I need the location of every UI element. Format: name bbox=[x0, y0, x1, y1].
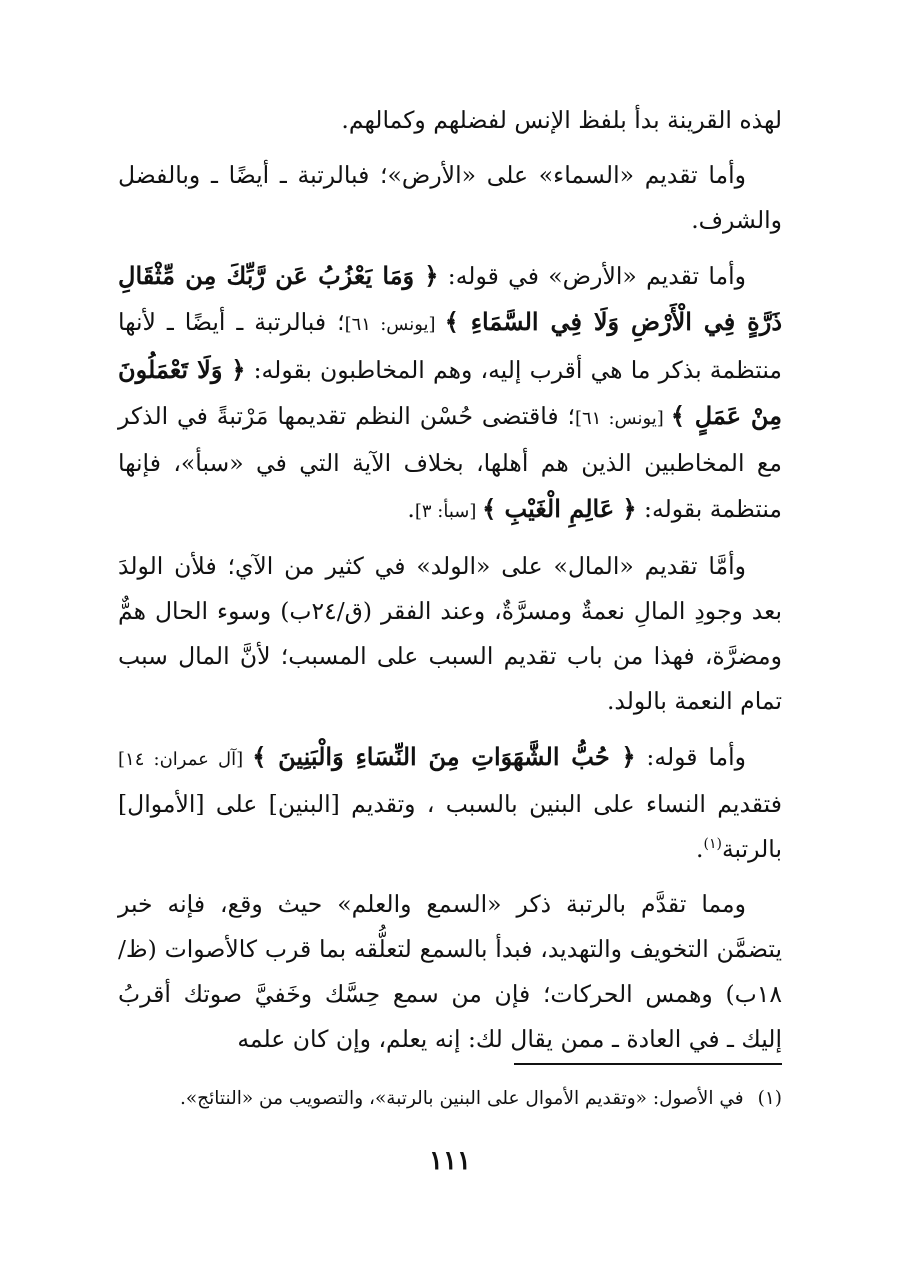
quran-verse: ﴿ حُبُّ الشَّهَوَاتِ مِنَ النِّسَاءِ وَالْبَنِينَ ﴾ bbox=[252, 742, 636, 771]
verse-reference: [يونس: ٦١] bbox=[574, 408, 671, 429]
verse-reference: [يونس: ٦١] bbox=[344, 314, 445, 335]
verse-reference: [آل عمران: ١٤] bbox=[118, 749, 253, 770]
footnote bbox=[118, 1084, 782, 1114]
quran-verse: ﴿ وَمَا يَعْزُبُ عَن رَّبِّكَ مِن مِّثْقَالِ ذَرَّةٍ فِي الْأَرْضِ وَلَا فِي السَّمَاءِ ﴾ bbox=[118, 261, 783, 336]
paragraph-text: وأما تقديم «السماء» على «الأرض»؛ فبالرتبة ـ أيضًا ـ وبالفضل والشرف. bbox=[118, 161, 782, 234]
footnote-marker[interactable]: (١) bbox=[703, 836, 722, 853]
footnote-divider bbox=[514, 1063, 782, 1065]
paragraph-text: وأمَّا تقديم «المال» على «الولد» في كثير من الآي؛ فلأن الولدَ بعد وجودِ المالِ نعمةٌ ومسرَّةٌ، وعند الفقر (ق/٢٤ب) وسوء الحال همٌّ ومضرَّة، فهذا من باب تقديم السبب على المسبب؛ لأنَّ المال سبب تمام النعمة بالولد. bbox=[118, 552, 782, 715]
paragraph-text: ؛ فاقتضى حُسْن النظم تقديمها مَرْتبةً في الذكر مع المخاطبين الذين هم أهلها، بخلاف الآية التي في «سبأ»، فإنها منتظمة بقوله: bbox=[118, 402, 782, 523]
footnote-text: في الأصول: «وتقديم الأموال على البنين بالرتبة»، والتصويب من «النتائج». bbox=[179, 1088, 744, 1109]
paragraph-text: وأما قوله: bbox=[635, 743, 746, 771]
paragraph-text: لهذه القرينة بدأ بلفظ الإنس لفضلهم وكمالهم. bbox=[341, 106, 782, 134]
paragraph bbox=[118, 734, 782, 872]
page-number: ١١١ bbox=[429, 1146, 471, 1176]
paragraph-text: وأما تقديم «الأرض» في قوله: bbox=[438, 262, 746, 290]
paragraph bbox=[118, 882, 782, 1062]
paragraph bbox=[118, 544, 782, 724]
footnote-number: (١) bbox=[757, 1088, 782, 1109]
paragraph-text: فتقديم النساء على البنين بالسبب ، وتقديم [البنين] على [الأموال] بالرتبة bbox=[118, 790, 782, 863]
paragraph bbox=[118, 98, 782, 143]
paragraph-text: ومما تقدَّم بالرتبة ذكر «السمع والعلم» حيث وقع، فإنه خبر يتضمَّن التخويف والتهديد، فبدأ بالسمع لتعلُّقه بما قرب كالأصوات (ظ/١٨ب) وهمس الحركات؛ فإن من سمع حِسَّك وخَفيَّ صوتك أقربُ إليك ـ في العادة ـ ممن يقال لك: إنه يعلم، وإن كان علمه bbox=[118, 890, 782, 1053]
main-text bbox=[118, 98, 782, 1062]
paragraph bbox=[118, 153, 782, 243]
quran-verse: ﴿ وَلَا تَعْمَلُونَ مِنْ عَمَلٍ ﴾ bbox=[118, 355, 782, 430]
paragraph-text: ؛ فبالرتبة ـ أيضًا ـ لأنها منتظمة بذكر ما هي أقرب إليه، وهم المخاطبون بقوله: bbox=[118, 308, 782, 384]
paragraph-text: . bbox=[407, 495, 415, 523]
quran-verse: ﴿ عَالِمِ الْغَيْبِ ﴾ bbox=[482, 494, 637, 523]
paragraph-text: . bbox=[695, 835, 704, 863]
verse-reference: [سبأ: ٣] bbox=[414, 501, 483, 522]
paragraph bbox=[118, 253, 782, 534]
